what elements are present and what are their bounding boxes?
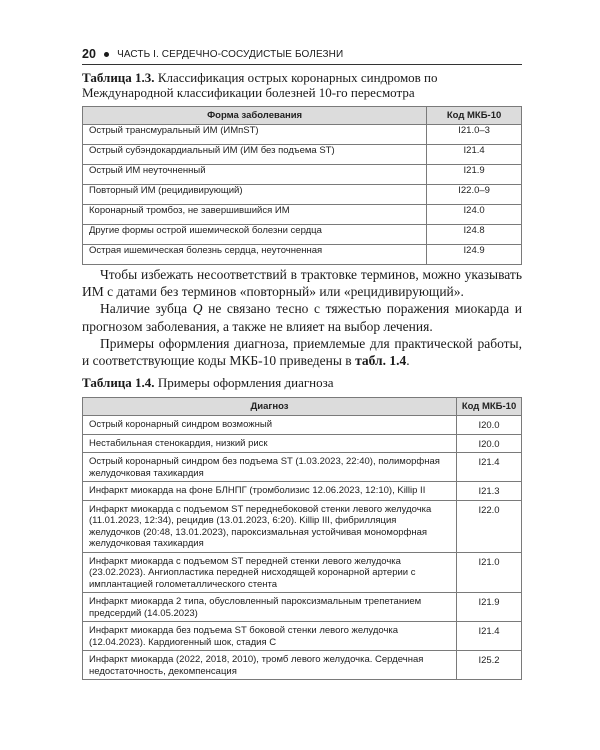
table-cell-text: Другие формы острой ишемической болезни сердца bbox=[83, 225, 427, 245]
table-cell-text: Инфаркт миокарда (2022, 2018, 2010), тромб левого желудочка. Сердечная недостаточность, декомпенсация bbox=[83, 651, 457, 680]
table-cell-text: Нестабильная стенокардия, низкий риск bbox=[83, 434, 457, 453]
table-row bbox=[83, 145, 522, 165]
table-cell-text: Острый коронарный синдром без подъема ST (1.03.2023, 22:40), полиморфная желудочковая тахикардия bbox=[83, 453, 457, 482]
table-cell-code: I24.9 bbox=[427, 245, 522, 265]
table-cell-text: Острый субэндокардиальный ИМ (ИМ без подъема ST) bbox=[83, 145, 427, 165]
table-1-3-title: Классификация острых коронарных синдромов по Международной классификации болезней 10-го пересмотра bbox=[82, 70, 438, 100]
column-header-code: Код МКБ-10 bbox=[457, 398, 522, 416]
table-cell-text: Острый ИМ неуточненный bbox=[83, 165, 427, 185]
table-reference: табл. 1.4 bbox=[355, 353, 407, 369]
table-cell-code: I21.9 bbox=[457, 593, 522, 622]
table-row bbox=[83, 205, 522, 225]
paragraph-3-end: . bbox=[406, 353, 410, 369]
table-cell-code: I22.0–9 bbox=[427, 185, 522, 205]
paragraph-2 bbox=[82, 300, 522, 334]
paragraph-2-text-cont: не связано тесно с тяжестью поражения миокарда и прогнозом заболевания, а также не влияет на выбор лечения. bbox=[82, 301, 522, 334]
table-cell-code: I21.3 bbox=[457, 482, 522, 501]
table-row bbox=[83, 622, 522, 651]
bullet-separator bbox=[104, 52, 109, 57]
table-cell-code: I21.4 bbox=[457, 622, 522, 651]
table-row bbox=[83, 651, 522, 680]
table-cell-code: I21.4 bbox=[427, 145, 522, 165]
column-header-form: Форма заболевания bbox=[83, 107, 427, 125]
column-header-diagnosis: Диагноз bbox=[83, 398, 457, 416]
running-header bbox=[82, 45, 522, 63]
table-1-3-caption bbox=[82, 70, 522, 100]
table-row bbox=[83, 185, 522, 205]
table-cell-code: I20.0 bbox=[457, 416, 522, 435]
table-1-4-title: Примеры оформления диагноза bbox=[157, 375, 334, 390]
table-header-row bbox=[83, 398, 522, 416]
table-cell-text: Повторный ИМ (рецидивирующий) bbox=[83, 185, 427, 205]
table-row bbox=[83, 593, 522, 622]
table-cell-code: I22.0 bbox=[457, 500, 522, 552]
table-cell-text: Инфаркт миокарда на фоне БЛНПГ (тромболизис 12.06.2023, 12:10), Killip II bbox=[83, 482, 457, 501]
table-cell-text: Инфаркт миокарда с подъемом ST переднебоковой стенки левого желудочка (11.01.2023, 12:34), рецидив (13.01.2023, 6:20). Killip III, фибрилляция желудочков (20:48, 13.01.2023), пароксизмальная устойчивая мономорфная желудочковая тахикардия bbox=[83, 500, 457, 552]
table-row bbox=[83, 165, 522, 185]
table-cell-code: I24.0 bbox=[427, 205, 522, 225]
table-cell-code: I21.0–3 bbox=[427, 125, 522, 145]
running-title: ЧАСТЬ I. СЕРДЕЧНО-СОСУДИСТЫЕ БОЛЕЗНИ bbox=[117, 48, 344, 60]
table-row bbox=[83, 416, 522, 435]
table-cell-text: Острая ишемическая болезнь сердца, неуточненная bbox=[83, 245, 427, 265]
table-1-4-caption bbox=[82, 375, 522, 390]
wave-q: Q bbox=[192, 301, 203, 317]
table-cell-code: I25.2 bbox=[457, 651, 522, 680]
table-cell-code: I20.0 bbox=[457, 434, 522, 453]
table-cell-text: Острый трансмуральный ИМ (ИМпST) bbox=[83, 125, 427, 145]
table-row bbox=[83, 552, 522, 593]
table-1-4 bbox=[82, 397, 522, 680]
table-cell-code: I21.9 bbox=[427, 165, 522, 185]
table-1-3-label: Таблица 1.3. bbox=[82, 70, 155, 85]
table-cell-text: Коронарный тромбоз, не завершившийся ИМ bbox=[83, 205, 427, 225]
table-cell-text: Инфаркт миокарда без подъема ST боковой стенки левого желудочка (12.04.2023). Кардиогенный шок, стадия C bbox=[83, 622, 457, 651]
body-text bbox=[82, 266, 522, 369]
table-cell-text: Острый коронарный синдром возможный bbox=[83, 416, 457, 435]
table-1-3 bbox=[82, 106, 522, 265]
table-row bbox=[83, 500, 522, 552]
table-row bbox=[83, 453, 522, 482]
table-row bbox=[83, 482, 522, 501]
column-header-code: Код МКБ-10 bbox=[427, 107, 522, 125]
table-cell-text: Инфаркт миокарда с подъемом ST передней стенки левого желудочка (23.02.2023). Ангиопластика передней нисходящей коронарной артерии с имплантацией голометаллического стента bbox=[83, 552, 457, 593]
table-header-row bbox=[83, 107, 522, 125]
table-row bbox=[83, 434, 522, 453]
table-cell-text: Инфаркт миокарда 2 типа, обусловленный пароксизмальным трепетанием предсердий (14.05.2023) bbox=[83, 593, 457, 622]
paragraph-3-text: Примеры оформления диагноза, приемлемые для практической работы, и соответствующие коды МКБ-10 приведены в bbox=[82, 335, 522, 369]
table-1-4-label: Таблица 1.4. bbox=[82, 375, 155, 390]
paragraph-1: Чтобы избежать несоответствий в трактовке терминов, можно указывать ИМ с датами без терминов «повторный» или «рецидивирующий». bbox=[82, 267, 522, 300]
table-row bbox=[83, 245, 522, 265]
table-cell-code: I21.4 bbox=[457, 453, 522, 482]
page-number: 20 bbox=[82, 47, 97, 61]
table-cell-code: I24.8 bbox=[427, 225, 522, 245]
table-cell-code: I21.0 bbox=[457, 552, 522, 593]
table-row bbox=[83, 125, 522, 145]
paragraph-3 bbox=[82, 335, 522, 369]
header-rule bbox=[82, 64, 522, 65]
table-row bbox=[83, 225, 522, 245]
paragraph-2-text: Наличие зубца bbox=[100, 301, 193, 317]
